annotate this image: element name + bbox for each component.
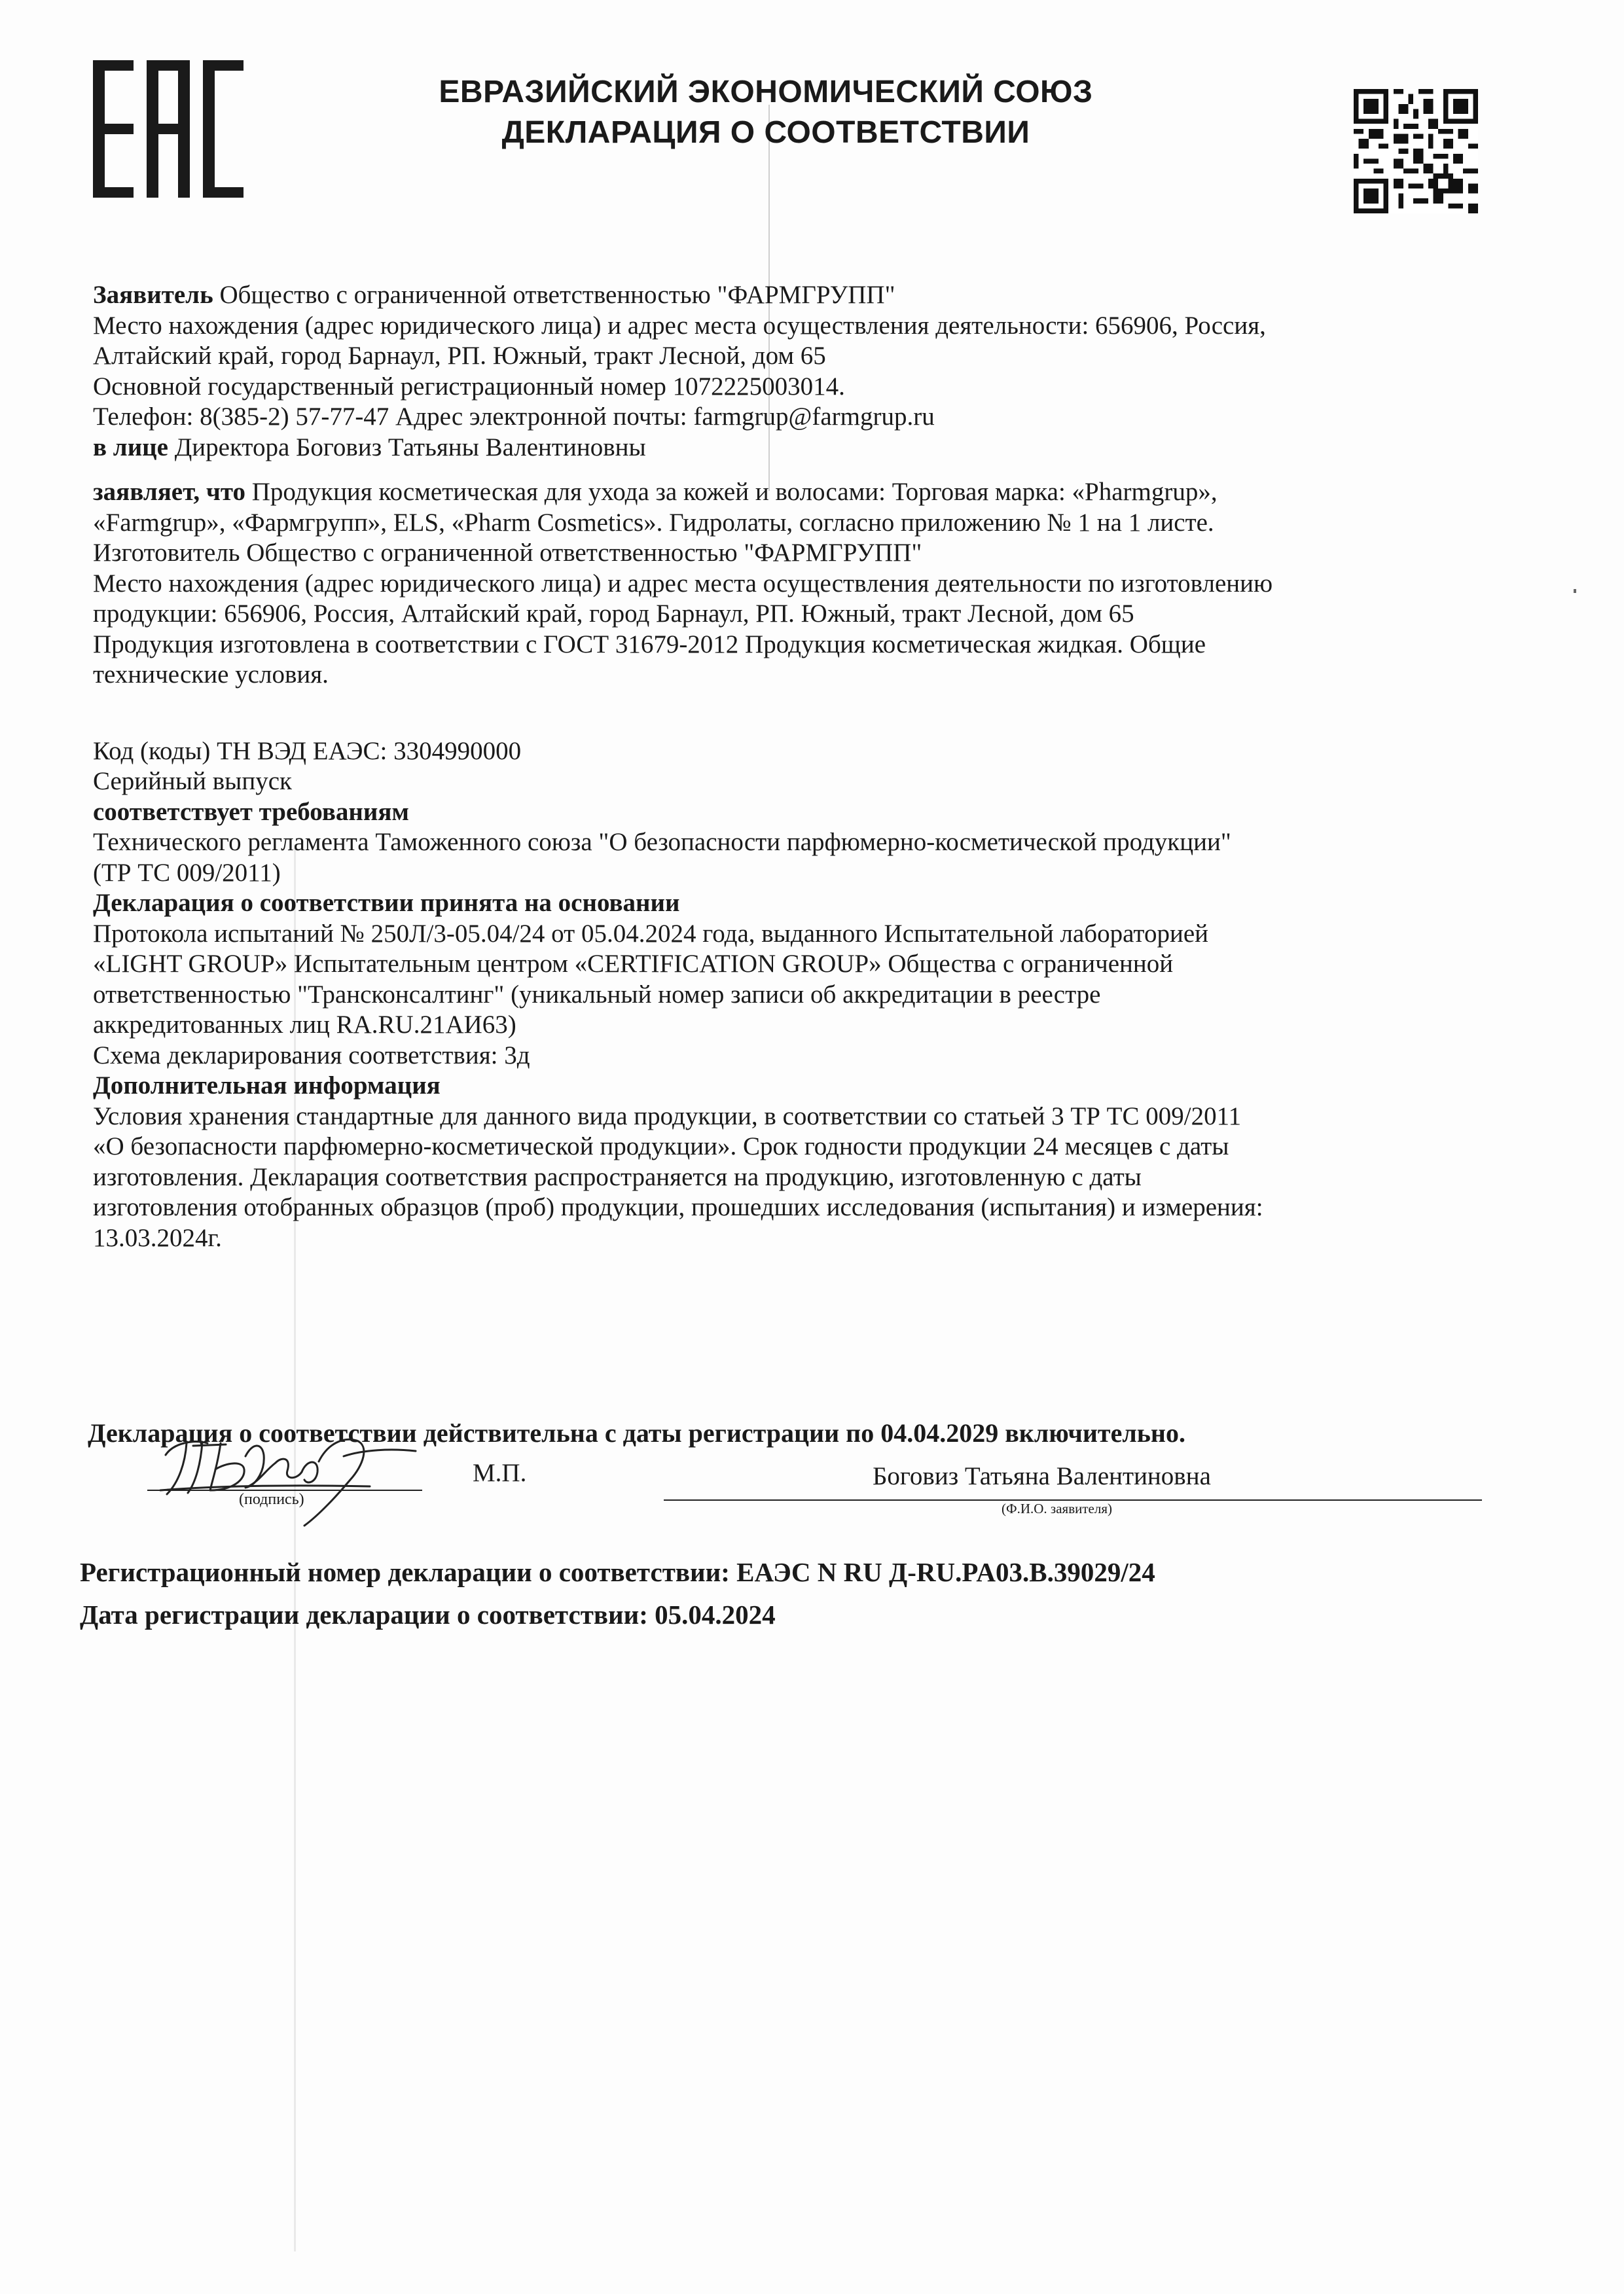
declaration-body [93,280,1494,1253]
stamp-place-label: М.П. [473,1459,527,1487]
conforms-label: соответствует требованиям [93,797,409,826]
handwritten-signature [147,1417,455,1528]
manufacturer: Изготовитель Общество с ограниченной ответственностью "ФАРМГРУПП" [93,539,922,567]
manufacturer-address-2: продукции: 656906, Россия, Алтайский край, город Барнаул, РП. Южный, тракт Лесной, дом 65 [93,600,1134,628]
basis-line-1: Протокола испытаний № 250Л/3-05.04/24 от 05.04.2024 года, выданного Испытательной лабораторией [93,919,1209,948]
applicant-address-1: Место нахождения (адрес юридического лица) и адрес места осуществления деятельности: 656906, Россия, [93,311,1266,340]
declaration-scheme: Схема декларирования соответствия: 3д [93,1041,530,1069]
release-type: Серийный выпуск [93,767,292,795]
representative-label: в лице [93,433,168,461]
additional-line-4: изготовления отобранных образцов (проб) продукции, прошедших исследования (испытания) и измерения: [93,1193,1263,1221]
manufacturer-address-1: Место нахождения (адрес юридического лица) и адрес места осуществления деятельности по изготовлению [93,569,1273,598]
qr-code-icon [1354,89,1478,213]
basis-line-3: ответственностью "Трансконсалтинг" (уникальный номер записи об аккредитации в реестре [93,980,1101,1009]
product-line-1: Продукция косметическая для ухода за кожей и волосами: Торговая марка: «Pharmgrup», [245,478,1218,506]
registration-number: Регистрационный номер декларации о соответствии: ЕАЭС N RU Д-RU.PA03.B.39029/24 [80,1557,1155,1587]
basis-line-4: аккредитованных лиц RA.RU.21АИ63) [93,1011,516,1039]
union-title: ЕВРАЗИЙСКИЙ ЭКОНОМИЧЕСКИЙ СОЮЗ [439,75,1093,109]
eac-logo [93,60,244,198]
tn-ved-code: Код (коды) ТН ВЭД ЕАЭС: 3304990000 [93,736,522,765]
signature-caption: (подпись) [239,1491,304,1508]
signer-name: Боговиз Татьяна Валентиновна [873,1462,1211,1490]
additional-line-5: 13.03.2024г. [93,1223,222,1252]
validity-statement: Декларация о соответствии действительна с даты регистрации по 04.04.2029 включительно. [88,1418,1185,1448]
regulation-line-1: Технического регламента Таможенного союза "О безопасности парфюмерно-косметической продукции" [93,828,1231,856]
declares-line [93,477,1494,508]
basis-line-2: «LIGHT GROUP» Испытательным центром «CERTIFICATION GROUP» Общества с ограниченной [93,950,1174,978]
basis-label: Декларация о соответствии принята на основании [93,889,680,917]
applicant-contacts: Телефон: 8(385-2) 57-77-47 Адрес электронной почты: farmgrup@farmgrup.ru [93,403,935,431]
applicant-name: Общество с ограниченной ответственностью "ФАРМГРУПП" [213,281,895,309]
additional-line-1: Условия хранения стандартные для данного вида продукции, в соответствии со статьей 3 ТР ТС 009/2011 [93,1102,1242,1130]
applicant-address-2: Алтайский край, город Барнаул, РП. Южный, тракт Лесной, дом 65 [93,342,826,370]
additional-info-label: Дополнительная информация [93,1071,441,1100]
document-title: ДЕКЛАРАЦИЯ О СООТВЕТСТВИИ [501,115,1030,150]
registration-date: Дата регистрации декларации о соответствии: 05.04.2024 [80,1600,776,1630]
representative-line [93,433,1494,463]
declares-label: заявляет, что [93,478,245,506]
applicant-ogrn: Основной государственный регистрационный номер 1072225003014. [93,372,845,401]
signer-name-caption: (Ф.И.О. заявителя) [1001,1501,1112,1516]
applicant-label: Заявитель [93,281,213,309]
scan-artifact-line [768,105,770,491]
representative-name: Директора Боговиз Татьяны Валентиновны [168,433,646,461]
regulation-line-2: (ТР ТС 009/2011) [93,858,281,887]
standard-line-1: Продукция изготовлена в соответствии с ГОСТ 31679-2012 Продукция косметическая жидкая. Общие [93,630,1206,658]
applicant-line [93,280,1494,311]
scan-artifact-dot [1574,589,1576,593]
standard-line-2: технические условия. [93,660,329,689]
product-line-2: «Farmgrup», «Фармгрупп», ELS, «Pharm Cosmetics». Гидролаты, согласно приложению № 1 на 1 листе. [93,508,1214,537]
additional-line-2: «О безопасности парфюмерно-косметической продукции». Срок годности продукции 24 месяцев с даты [93,1132,1229,1160]
document-header [340,72,1191,153]
scan-artifact-line [294,844,296,2251]
additional-line-3: изготовления. Декларация соответствия распространяется на продукцию, изготовленную с даты [93,1162,1142,1191]
